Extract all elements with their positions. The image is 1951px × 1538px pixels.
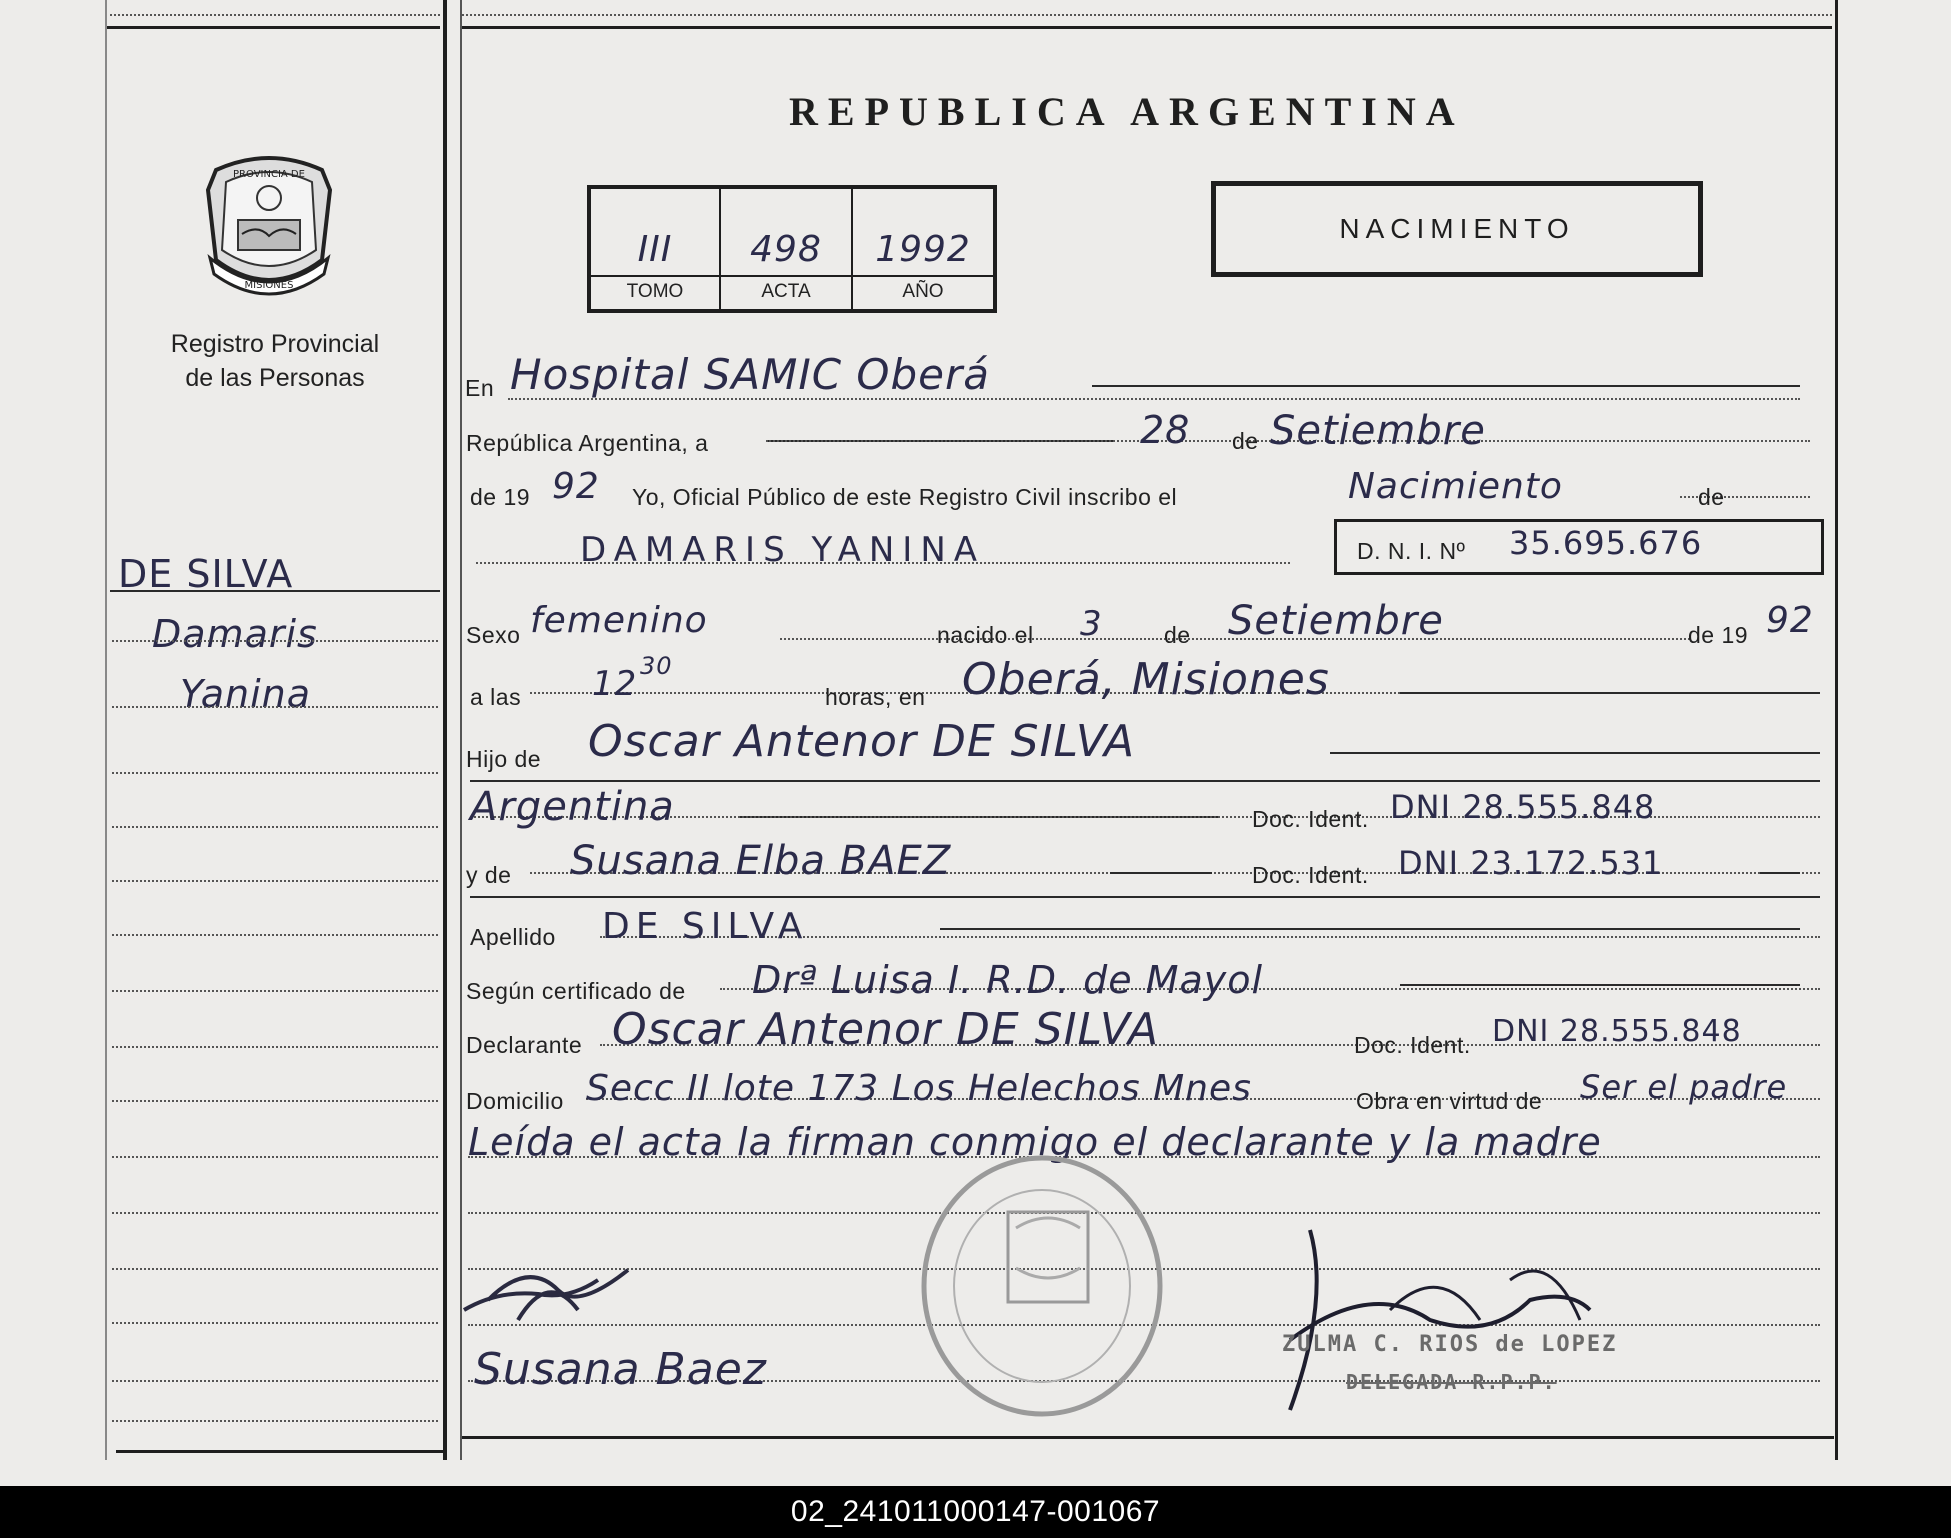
- margin-dotted-line: [112, 934, 438, 936]
- tomo-label: TOMO: [626, 281, 684, 302]
- name-value: DAMARIS YANINA: [580, 530, 986, 570]
- day-value: 28: [1140, 408, 1191, 452]
- apellido-value: DE SILVA: [602, 906, 809, 947]
- padre-nacionalidad: Argentina: [470, 784, 675, 830]
- hour-value: 12: [592, 664, 638, 704]
- anio-cell: [853, 189, 993, 309]
- top-dotted-line-left: [105, 14, 440, 16]
- certificado-label: Según certificado de: [466, 978, 686, 1004]
- yo-text: Yo, Oficial Público de este Registro Civil inscribo el: [632, 484, 1178, 510]
- svg-text:PROVINCIA DE: PROVINCIA DE: [233, 169, 305, 180]
- anio-value: 1992: [875, 229, 971, 270]
- year-value: 92: [552, 466, 600, 507]
- sexo-label: Sexo: [466, 622, 521, 648]
- a-las-label: a las: [470, 684, 522, 710]
- registry-name-line1: Registro Provincial: [170, 330, 380, 358]
- madre-signature: Susana Baez: [474, 1344, 767, 1395]
- official-stamp-title: DELEGADA R.P.P.: [1346, 1370, 1557, 1394]
- form-rule-line: [1400, 984, 1800, 986]
- madre-doc-value: DNI 23.172.531: [1398, 844, 1664, 882]
- margin-dotted-line: [112, 1156, 438, 1158]
- form-rule-line: [470, 780, 1820, 782]
- horas-en-label: horas, en: [825, 684, 926, 710]
- declarante-signature-icon: [458, 1250, 638, 1330]
- margin-surname-rule: [110, 590, 440, 592]
- en-label: En: [465, 375, 495, 401]
- margin-dotted-line: [112, 1046, 438, 1048]
- domicilio-label: Domicilio: [466, 1088, 564, 1114]
- official-seal-icon: [912, 1148, 1172, 1424]
- republica-label: República Argentina, a: [466, 430, 709, 456]
- acta-cell: [721, 189, 853, 309]
- declarante-value: Oscar Antenor DE SILVA: [612, 1004, 1160, 1055]
- form-rule-line: [1110, 872, 1212, 874]
- margin-dotted-line: [112, 640, 438, 642]
- form-rule-line: [1760, 872, 1800, 874]
- margin-first-name: Damaris: [152, 612, 318, 656]
- apellido-label: Apellido: [470, 924, 556, 950]
- page-right-border: [1835, 0, 1838, 1460]
- de-label-2: de: [1698, 484, 1725, 510]
- nacido-de-label: de: [1164, 622, 1191, 648]
- tomo-cell: [591, 189, 721, 309]
- y-de-label: y de: [466, 862, 512, 888]
- nacido-year: 92: [1766, 600, 1814, 641]
- form-rule-line: [1092, 385, 1800, 387]
- column-divider: [443, 0, 447, 1460]
- domicilio-value: Secc II lote 173 Los Helechos Mnes: [586, 1068, 1252, 1109]
- padre-value: Oscar Antenor DE SILVA: [588, 716, 1136, 767]
- lugar-value: Oberá, Misiones: [962, 654, 1330, 705]
- svg-text:MISIONES: MISIONES: [244, 280, 294, 291]
- declarante-label: Declarante: [466, 1032, 583, 1058]
- official-stamp-name: ZULMA C. RIOS de LOPEZ: [1282, 1332, 1618, 1357]
- acta-label: ACTA: [761, 281, 811, 302]
- margin-dotted-line: [112, 880, 438, 882]
- hijo-de-label: Hijo de: [466, 746, 542, 772]
- margin-dotted-line: [112, 1212, 438, 1214]
- month-value: Setiembre: [1270, 408, 1486, 454]
- margin-dotted-line: [112, 706, 438, 708]
- hour-superscript: 30: [640, 652, 673, 680]
- inscribo-value: Nacimiento: [1348, 466, 1563, 507]
- tomo-value: III: [637, 229, 673, 270]
- padre-doc-label: Doc. Ident.: [1252, 806, 1369, 832]
- bottom-rule-right: [462, 1436, 1834, 1439]
- main-left-border: [460, 0, 462, 1460]
- misiones-coat-of-arms-icon: [198, 150, 340, 302]
- certificado-value: Drª Luisa I. R.D. de Mayol: [752, 958, 1264, 1002]
- en-value: Hospital SAMIC Oberá: [510, 350, 990, 399]
- margin-dotted-line: [112, 1268, 438, 1270]
- padre-doc-value: DNI 28.555.848: [1390, 788, 1656, 826]
- margin-dotted-line: [112, 826, 438, 828]
- de-label: de: [1232, 428, 1259, 454]
- madre-value: Susana Elba BAEZ: [570, 838, 952, 884]
- acta-value: 498: [750, 229, 822, 270]
- anio-label: AÑO: [902, 281, 944, 302]
- dni-box: [1334, 519, 1824, 575]
- declarante-doc-value: DNI 28.555.848: [1492, 1014, 1742, 1049]
- act-type-box: NACIMIENTO: [1211, 181, 1703, 277]
- margin-dotted-line: [112, 1100, 438, 1102]
- margin-dotted-line: [112, 772, 438, 774]
- madre-doc-label: Doc. Ident.: [1252, 862, 1369, 888]
- registry-name-line2: de las Personas: [185, 364, 365, 392]
- sexo-value: femenino: [530, 600, 708, 641]
- margin-dotted-line: [112, 990, 438, 992]
- margin-second-name: Yanina: [180, 672, 312, 716]
- top-rule-left: [105, 26, 440, 29]
- nacido-year-prefix: de 19: [1688, 622, 1749, 648]
- form-rule-line: [1330, 752, 1820, 754]
- top-rule-right: [462, 26, 1832, 29]
- margin-dotted-line: [112, 1322, 438, 1324]
- top-dotted-line-right: [462, 14, 1832, 16]
- margin-dotted-line: [112, 1380, 438, 1382]
- obra-label: Obra en virtud de: [1356, 1088, 1543, 1114]
- dni-value: 35.695.676: [1509, 524, 1703, 562]
- nacido-label: nacido el: [937, 622, 1034, 648]
- margin-surname: DE SILVA: [118, 552, 294, 596]
- image-id-footer: 02_241011000147-001067: [0, 1486, 1951, 1538]
- year-prefix: de 19: [470, 484, 531, 510]
- nacido-day: 3: [1080, 604, 1103, 644]
- form-rule-line: [1400, 692, 1820, 694]
- form-rule-line: [470, 896, 1820, 898]
- declarante-doc-label: Doc. Ident.: [1354, 1032, 1471, 1058]
- margin-dotted-line: [112, 1420, 438, 1422]
- bottom-rule-left: [116, 1450, 443, 1453]
- leida-text: Leída el acta la firman conmigo el declarante y la madre: [468, 1120, 1602, 1164]
- obra-value: Ser el padre: [1580, 1068, 1788, 1106]
- record-number-box: [587, 185, 997, 313]
- dni-label: D. N. I. Nº: [1357, 538, 1466, 564]
- form-rule-line: [940, 928, 1800, 930]
- document-title: REPUBLICA ARGENTINA: [789, 89, 1465, 134]
- page-left-border: [105, 0, 107, 1460]
- nacido-month: Setiembre: [1228, 598, 1444, 644]
